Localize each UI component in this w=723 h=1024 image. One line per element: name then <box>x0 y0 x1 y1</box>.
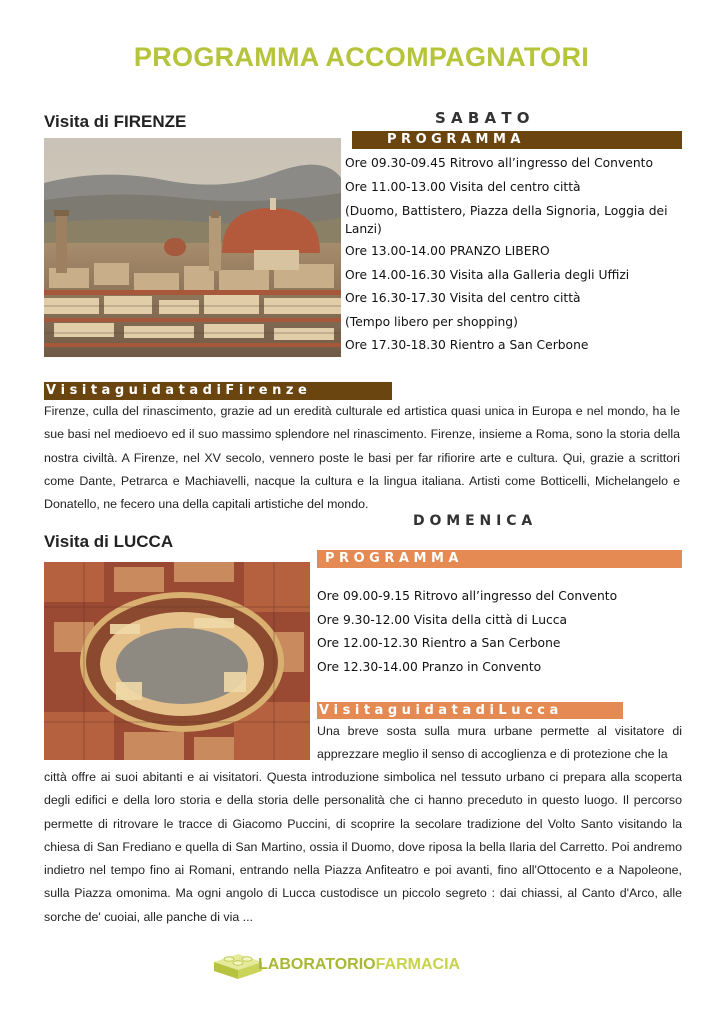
firenze-description: Firenze, culla del rinascimento, grazie ad un eredità culturale ed artistica quasi unica in Europa e nel mondo, ha le sue basi nel medioevo ed il suo massimo splendore nel rinascimento. Firenze, insieme a Roma, sono la storia della nostra civiltà. A Firenze, nel XV secolo, vennero poste le basi per far rifiorire arte e cultura. Qui, grazie a scrittori come Dante, Petrarca e Machiavelli, nacque la cultura e la lingua italiana. Artisti come Botticelli, Michelangelo e Donatello, ne fecero una della capitali artistiche del mondo. <box>44 404 680 512</box>
firenze-photo <box>44 138 341 357</box>
lucca-day-label: D O M E N I C A <box>413 513 533 529</box>
firenze-guided-bar: V i s i t a g u i d a t a d i F i r e n z e <box>44 382 392 400</box>
firenze-schedule-item: Ore 17.30-18.30 Rientro a San Cerbone <box>345 338 589 352</box>
logo-word-laboratorio: LABORATORIO <box>258 956 376 973</box>
lucca-description: città offre ai suoi abitanti e ai visitatori. Questa introduzione simbolica nel tessuto urbano ci prepara alla scoperta degli edifici e della loro storia e della storia delle personalità che ci hanno preceduto in questo luogo. Il percorso permette di ritrovare le tracce di Giacomo Puccini, di scoprire la secolare tradizione del Volto Santo visitando la chiesa di San Frediano e quella di San Martino, ossia il Duomo, dove riposa la bella Ilaria del Carretto. Poi andremo indietro nel tempo fino ai Romani, entrando nella Piazza Anfiteatro e poi avanti, fino all'Ottocento e a Napoleone, sulla Piazza omonima. Ma ogni angolo di Lucca custodisce un piccolo segreto : dai chiassi, al Canto d'Arco, alle sorche de' cuoiai, alle panche di via ... <box>44 770 682 924</box>
logo-word-farmacia: FARMACIA <box>375 956 461 973</box>
firenze-schedule <box>345 153 690 359</box>
firenze-schedule-item: Ore 09.30-09.45 Ritrovo all’ingresso del Convento <box>345 156 653 170</box>
firenze-schedule-item: (Duomo, Battistero, Piazza della Signoria, Loggia dei Lanzi) <box>345 204 668 236</box>
firenze-schedule-item: Ore 14.00-16.30 Visita alla Galleria degli Uffizi <box>345 267 630 282</box>
firenze-day-label: S A B A T O <box>435 109 530 127</box>
firenze-schedule-item: Ore 13.00-14.00 PRANZO LIBERO <box>345 244 550 258</box>
firenze-schedule-item: (Tempo libero per shopping) <box>345 314 518 329</box>
lucca-heading: Visita di LUCCA <box>44 532 174 551</box>
page-title: PROGRAMMA ACCOMPAGNATORI <box>133 42 590 72</box>
lucca-schedule <box>317 586 687 680</box>
lucca-schedule-item: Ore 12.00-12.30 Rientro a San Cerbone <box>317 636 561 650</box>
firenze-program-bar: P R O G R A M M A <box>352 131 682 149</box>
firenze-schedule-item: Ore 11.00-13.00 Visita del centro città <box>345 179 581 194</box>
firenze-heading: Visita di FIRENZE <box>44 112 187 131</box>
logo-wordmark <box>258 956 460 974</box>
firenze-cityscape-image <box>44 138 341 357</box>
lucca-guided-bar: V i s i t a g u i d a t a d i L u c c a <box>317 702 623 719</box>
lucca-description-right: Una breve sosta sulla mura urbane permette al visitatore di apprezzare meglio il senso di accoglienza e di protezione che la <box>317 724 682 762</box>
lucca-schedule-item: Ore 09.00-9.15 Ritrovo all’ingresso del Convento <box>317 589 618 603</box>
lucca-schedule-item: Ore 12.30-14.00 Pranzo in Convento <box>317 659 542 674</box>
lego-brick-logo-icon <box>212 950 264 980</box>
firenze-schedule-item: Ore 16.30-17.30 Visita del centro città <box>345 291 581 305</box>
lucca-piazza-image <box>44 562 310 760</box>
lucca-photo <box>44 562 310 760</box>
lucca-schedule-item: Ore 9.30-12.00 Visita della città di Lucca <box>317 612 568 627</box>
lucca-program-bar: P R O G R A M M A <box>317 550 682 568</box>
